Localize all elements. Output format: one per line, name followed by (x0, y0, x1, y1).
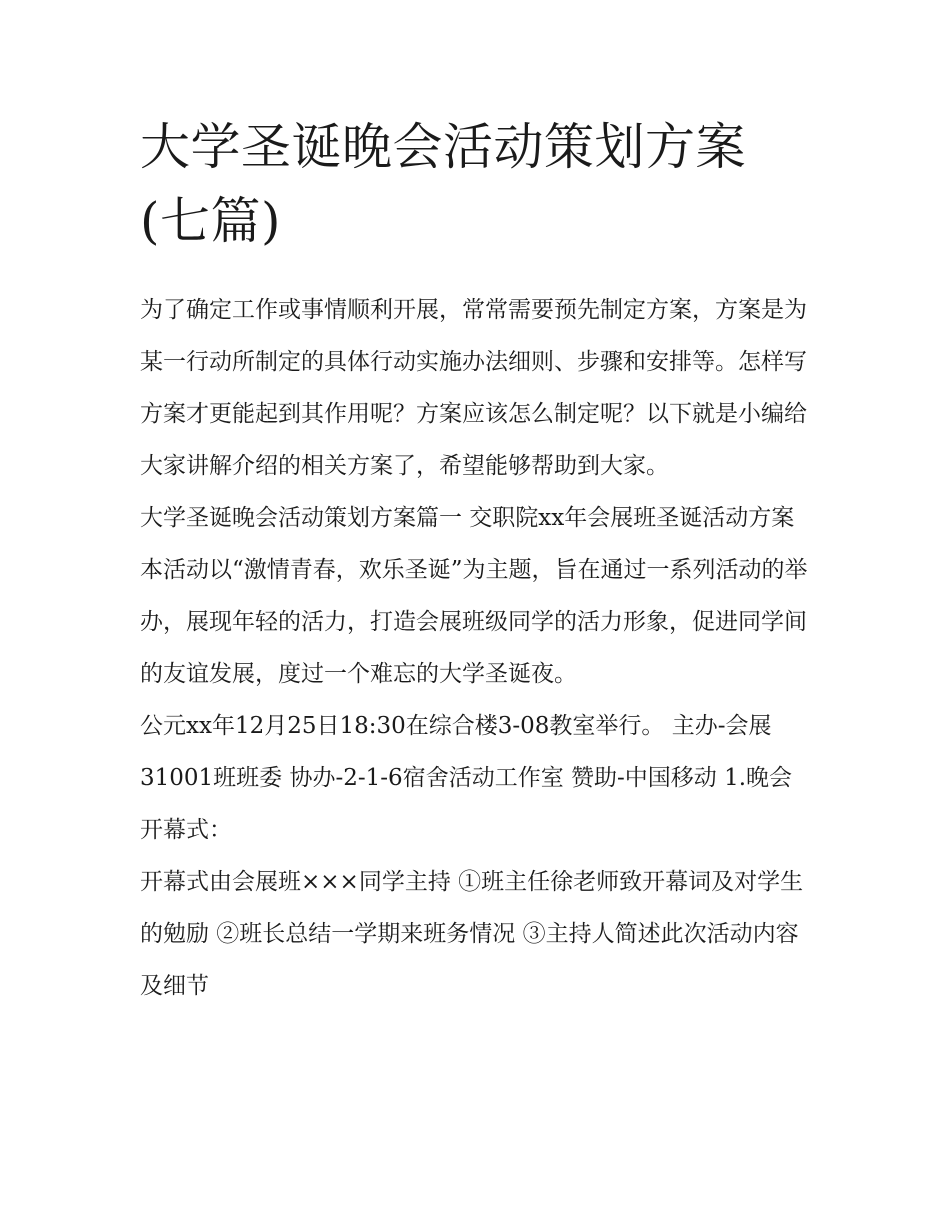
opening-paragraph: 开幕式由会展班×××同学主持 ①班主任徐老师致开幕词及对学生的勉励 ②班长总结一学期来班务情况 ③主持人简述此次活动内容及细节 (140, 869, 804, 999)
event-info-paragraph: 公元xx年12月25日18:30在综合楼3-08教室举行。 主办-会展31001班班委 协办-2-1-6宿舍活动工作室 赞助-中国移动 1.晚会开幕式： (140, 713, 793, 843)
theme-paragraph: 本活动以“激情青春，欢乐圣诞”为主题，旨在通过一系列活动的举办，展现年轻的活力，打造会展班级同学的活力形象，促进同学间的友谊发展，度过一个难忘的大学圣诞夜。 (140, 557, 808, 687)
document-title: 大学圣诞晚会活动策划方案(七篇) (140, 118, 746, 250)
intro-paragraph: 为了确定工作或事情顺利开展，常常需要预先制定方案，方案是为某一行动所制定的具体行动实施办法细则、步骤和安排等。怎样写方案才更能起到其作用呢？方案应该怎么制定呢？以下就是小编给大家讲解介绍的相关方案了，希望能够帮助到大家。 (140, 297, 807, 479)
document-page (140, 110, 812, 1012)
section-heading-paragraph: 大学圣诞晚会活动策划方案篇一 交职院xx年会展班圣诞活动方案 (140, 505, 795, 531)
